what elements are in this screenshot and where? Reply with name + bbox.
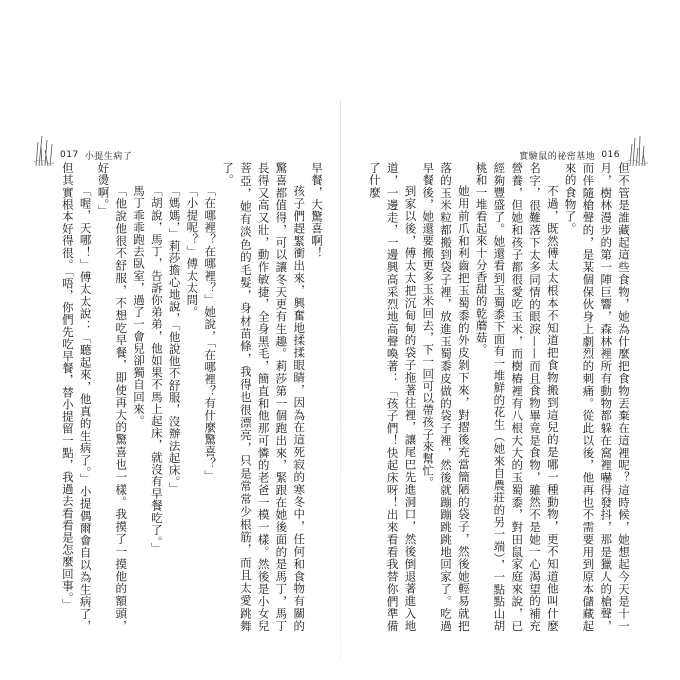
paragraph: 早餐，大驚喜啊！ xyxy=(310,162,324,259)
paragraph: 她用前爪和利齒把玉蜀黍的外皮剝下來，對摺後充當簡陋的袋子，然後她輕易就把落的玉米粒都搬到袋子裡，放進玉蜀黍皮做的袋子裡，然後就蹦蹦跳跳地回家了。吃過早餐後，她還要搬更多玉米回去，下一回可以帶孩子來幫忙。 xyxy=(421,162,471,632)
book-spine-gutter xyxy=(340,100,341,660)
paragraph: 「胡說，馬丁，告訴你弟弟，他如果不馬上起床，就沒有早餐吃了。」 xyxy=(149,185,164,555)
grass-ornament-icon xyxy=(626,132,648,166)
right-running-title: 實驗鼠的祕密基地 xyxy=(519,151,596,162)
right-page-number: 016 xyxy=(601,150,620,160)
paragraph: 「媽媽，」莉莎擔心地說，「他說他不舒服，沒辦法起床。」 xyxy=(167,185,182,495)
paragraph: 「他說他很不舒服，不想吃早餐，即使再大的驚喜也一樣。我摸了一摸他的額頭，好燙啊。」 xyxy=(96,162,129,632)
left-page-number: 017 xyxy=(60,150,79,160)
right-page-body xyxy=(352,162,632,632)
paragraph: 「在哪裡？在哪裡？」她說，「在哪裡？有什麼驚喜？」 xyxy=(203,185,218,482)
left-page-body xyxy=(60,162,325,632)
paragraph: 「小提呢？」傅太太問。 xyxy=(185,185,200,319)
paragraph: 馬丁乖乖跑去臥室，過了一會兒卻獨自回來。 xyxy=(132,185,147,427)
paragraph: 「喔，天哪！」傅太太說：「聽起來，他真的生病了。」小提偶爾會自以為生病了，但其實根本好得很。「唔，你們先吃早餐，替小提留一點，我過去看看是怎麼回事。」 xyxy=(60,162,93,632)
paragraph: 不過，既然傅太太根本不知道把食物搬到這兒的是哪一種動物，更不知道他叫什麼名字，很難落下太多同情的眼淚——而且食物畢竟是食物，雖然不是她一心渴望的補充營養，但她和孩子都很愛吃玉米，而樹樁裡有八根大大的玉蜀黍，對田鼠家庭來說，已經夠豐盛了。她還看到玉蜀黍下面有一堆鮮的花生（她來自農莊的另一端），一點點山胡桃和一堆看起來十分香甜的乾蘑菇。 xyxy=(474,162,560,632)
left-running-title: 小提生病了 xyxy=(84,151,133,162)
paragraph: 但不管是誰藏起這些食物，她為什麼把食物丟棄在這裡呢？這時候，她想起今天是十一月，樹林漫步的第一陣巨響，森林裡所有動物都躲在窩裡嚇得發抖，那是獵人的槍聲，而伴隨槍聲的，是某個保伙身上劇烈的刺痛。從此以後，他再也不需要用到原本儲藏起來的食物了。 xyxy=(563,162,631,632)
paragraph: 孩子們趕緊衝出來，興奮地揉揉眼睛，因為在這死寂的寒冬中，任何和食物有關的驚喜都值得，可以讓冬天更有生趣。莉莎第一個跑出來，緊跟在她後面的是馬丁，馬丁長得又高又壯，動作敏捷，全身黑毛，簡直和他那可憐的老爸一模一樣。然後是小女兒菩亞，她有淡色的毛髮，身材苗條，我得也很漂亮，只是常常少根筋，而且太愛跳舞了。 xyxy=(221,162,307,632)
grass-ornament-icon xyxy=(32,132,54,166)
paragraph: 到家以後，傅太太把沉甸甸的袋子拖著往裡，讓尾巴先進洞口，然後倒退著進入地道，一邊走，一邊興高采烈地高聲喚著：「孩子們！快起床呀！出來看看我替你們準備了什麼 xyxy=(367,162,418,632)
